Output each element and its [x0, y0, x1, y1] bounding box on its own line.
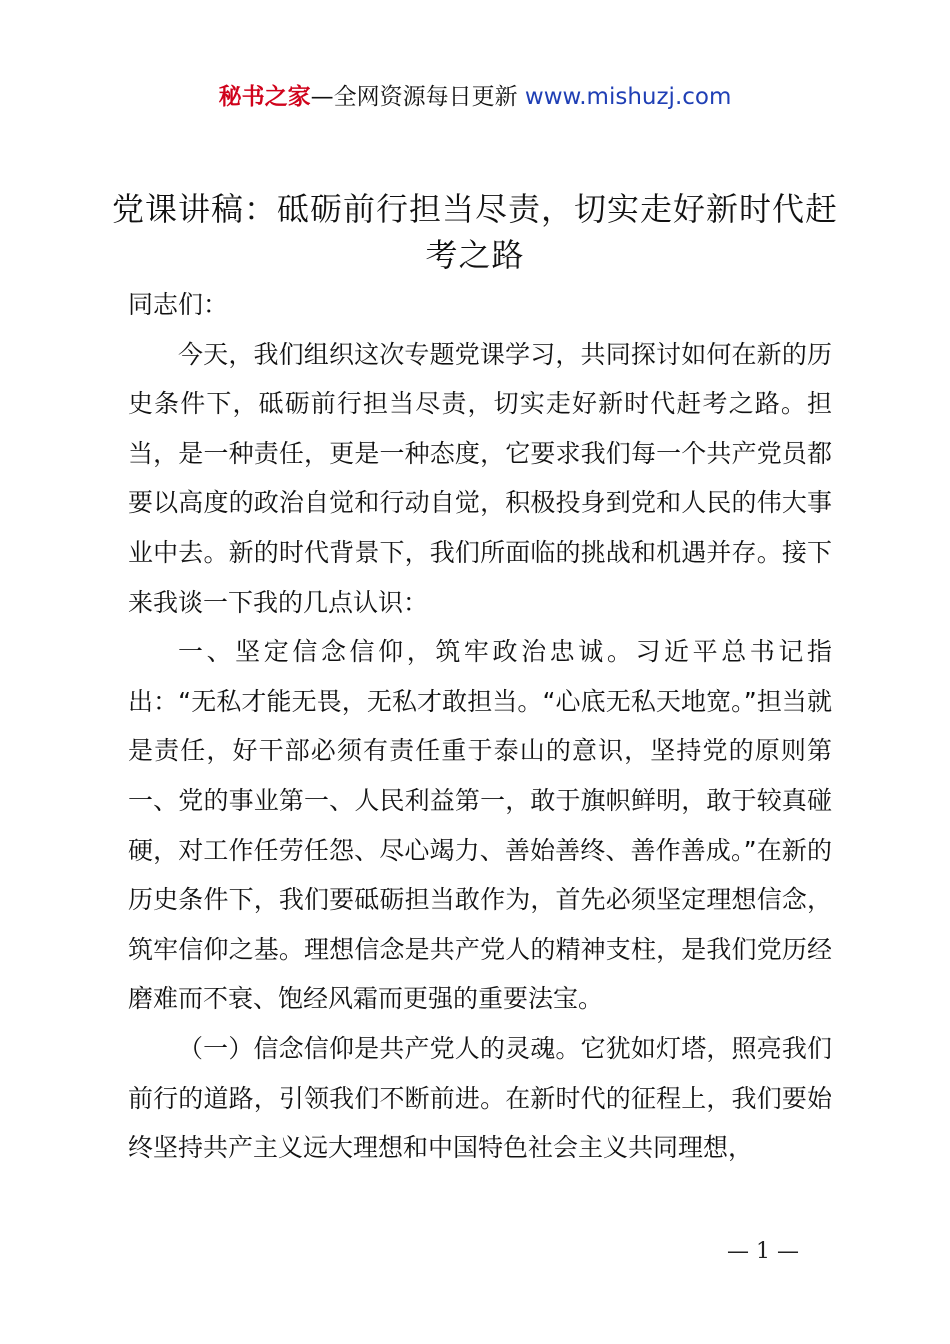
page-number: — 1 — [727, 1239, 799, 1264]
document-title: 党课讲稿：砥砺前行担当尽责，切实走好新时代赶考之路 [111, 190, 838, 274]
site-brand: 秘书之家 [218, 84, 311, 110]
paragraph-section-one: 一、坚定信念信仰，筑牢政治忠诚。习近平总书记指出：“无私才能无畏，无私才敢担当。“心底无私天地宽。”担当就是责任，好干部必须有责任重于泰山的意识，坚持党的原则第一、党的事业第一、人民利益第一，敢于旗帜鲜明，敢于较真碰硬，对工作任劳任怨、尽心竭力、善始善终、善作善成。”在新的历史条件下，我们要砥砺担当敢作为，首先必须坚定理想信念，筑牢信仰之基。理想信念是共产党人的精神支柱，是我们党历经磨难而不衰、饱经风霜而更强的重要法宝。 [128, 637, 832, 1014]
site-header [0, 82, 950, 112]
site-tagline: —全网资源每日更新 [310, 84, 518, 110]
salutation: 同志们： [128, 290, 229, 319]
paragraph-intro: 今天，我们组织这次专题党课学习，共同探讨如何在新的历史条件下，砥砺前行担当尽责，切实走好新时代赶考之路。担当，是一种责任，更是一种态度，它要求我们每一个共产党员都要以高度的政治自觉和行动自觉，积极投身到党和人民的伟大事业中去。新的时代背景下，我们所面临的挑战和机遇并存。接下来我谈一下我的几点认识： [128, 339, 832, 617]
paragraph-subsection-one: （一）信念信仰是共产党人的灵魂。它犹如灯塔，照亮我们前行的道路，引领我们不断前进。在新时代的征程上，我们要始终坚持共产主义远大理想和中国特色社会主义共同理想， [128, 1033, 832, 1163]
site-url-link[interactable]: www.mishuzj.com [524, 84, 732, 110]
document-body [128, 280, 832, 1173]
